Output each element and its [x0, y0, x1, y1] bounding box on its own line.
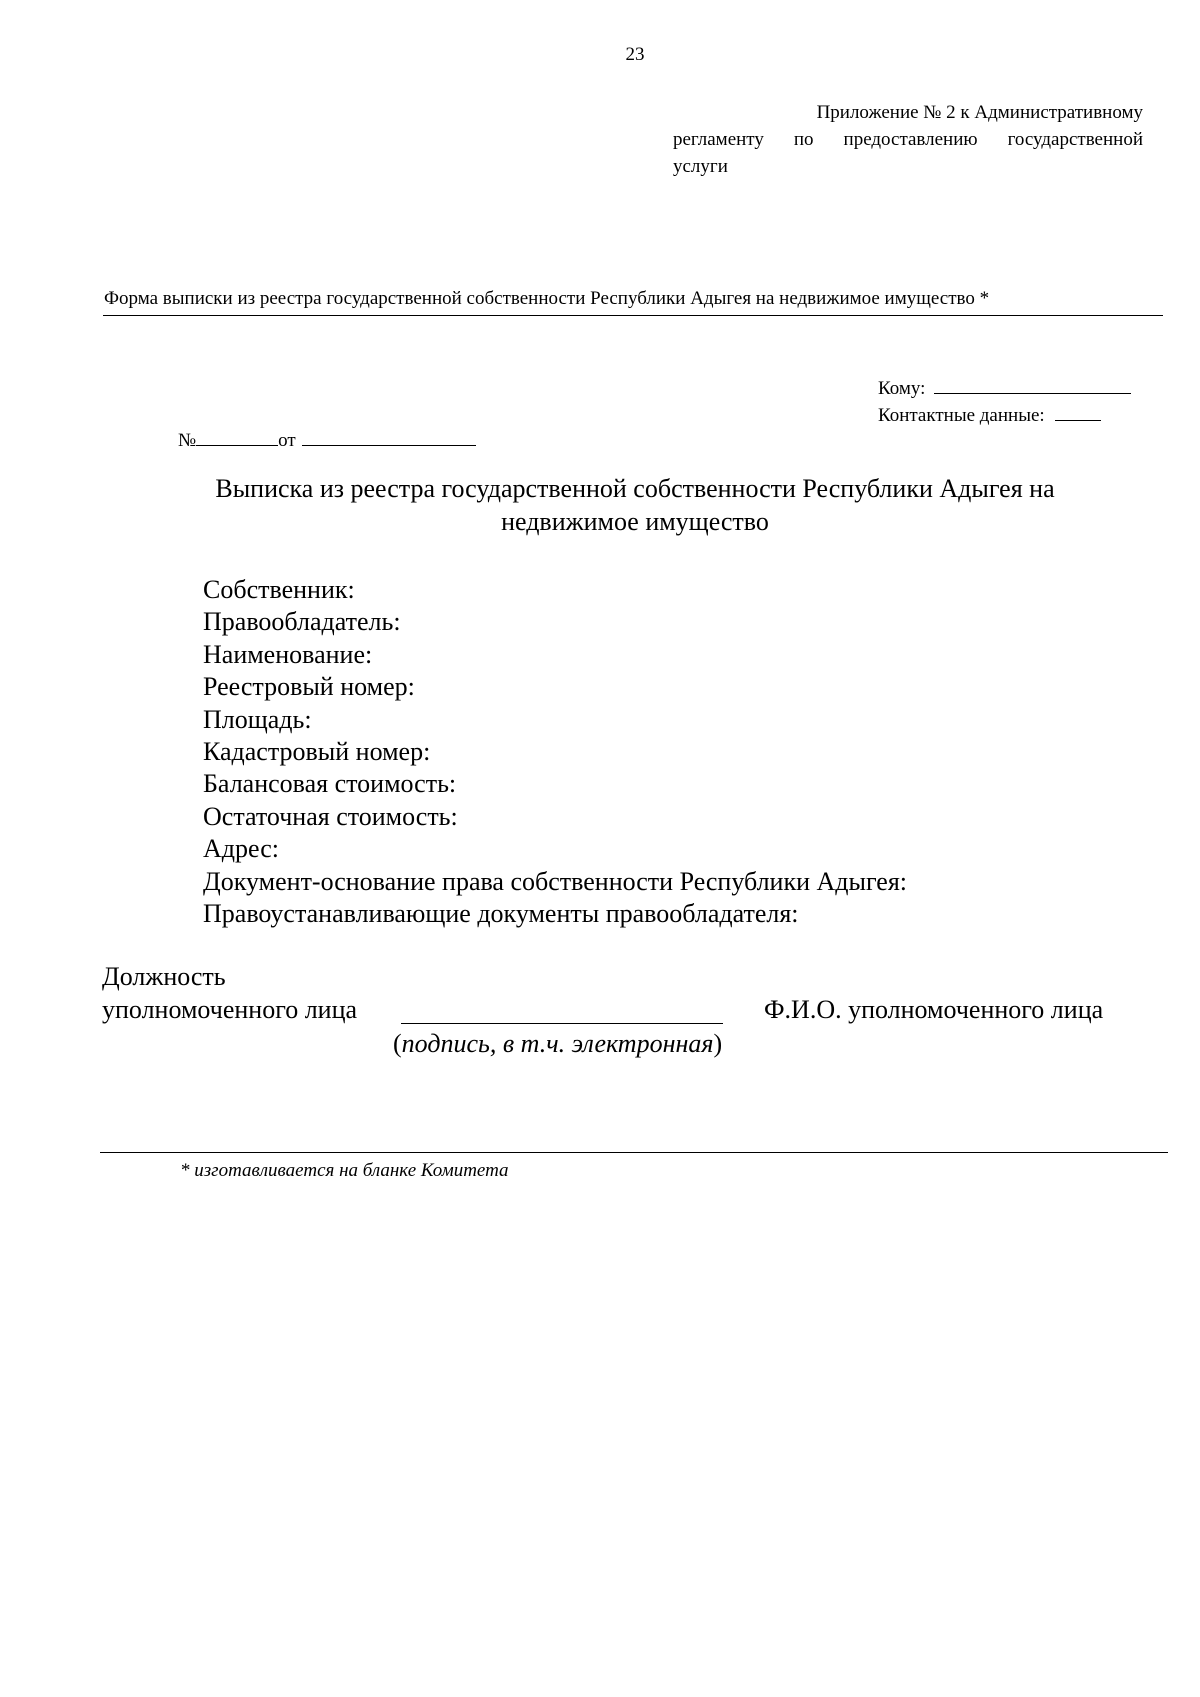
- field-ownership-basis-document: Документ-основание права собственности Республики Адыгея:: [203, 866, 908, 896]
- position-label-line-2: уполномоченного лица: [102, 995, 358, 1024]
- field-registry-number: Реестровый номер:: [203, 672, 415, 702]
- fio-label: Ф.И.О. уполномоченного лица: [764, 995, 1104, 1024]
- field-address: Адрес:: [203, 834, 279, 864]
- form-title-underline: [103, 315, 1163, 316]
- field-name: Наименование:: [203, 639, 373, 669]
- signature-caption: [393, 1029, 722, 1059]
- recipient-contact-blank: [1055, 403, 1101, 421]
- recipient-block: [878, 375, 1131, 429]
- recipient-to-label: Кому:: [878, 378, 926, 399]
- field-book-value: Балансовая стоимость:: [203, 769, 457, 799]
- number-date-line: [178, 428, 476, 452]
- field-title-documents: Правоустанавливающие документы правообладателя:: [203, 899, 799, 929]
- field-cadastral-number: Кадастровый номер:: [203, 737, 431, 767]
- from-label: от: [278, 430, 296, 451]
- caption-text: подпись, в т.ч. электронная: [401, 1029, 714, 1058]
- document-title-line-2: недвижимое имущество: [501, 507, 769, 536]
- recipient-to-blank: [934, 376, 1131, 394]
- appendix-line-1: Приложение № 2 к Административному: [816, 102, 1143, 123]
- form-title: Форма выписки из реестра государственной собственности Республики Адыгея на недвижимое имущество *: [104, 288, 990, 309]
- signature-line: [401, 1023, 723, 1024]
- date-blank: [302, 428, 476, 446]
- caption-close-paren: ): [713, 1029, 723, 1058]
- field-area: Площадь:: [203, 704, 312, 734]
- appendix-line-3: услуги: [673, 156, 728, 177]
- field-residual-value: Остаточная стоимость:: [203, 801, 458, 831]
- field-right-holder: Правообладатель:: [203, 607, 401, 637]
- recipient-to-row: [878, 375, 1131, 402]
- position-label-line-1: Должность: [102, 962, 226, 991]
- field-list: [203, 574, 907, 930]
- footnote: * изготавливается на бланке Комитета: [180, 1160, 509, 1181]
- appendix-header: [673, 99, 1143, 180]
- caption-open-paren: (: [393, 1029, 402, 1058]
- page-number: 23: [625, 44, 645, 65]
- appendix-line-2: регламенту по предоставлению государственной: [673, 129, 1143, 150]
- footnote-rule: [100, 1152, 1168, 1153]
- number-sign: №: [178, 430, 197, 451]
- recipient-contact-label: Контактные данные:: [878, 405, 1045, 426]
- document-title-line-1: Выписка из реестра государственной собственности Республики Адыгея на: [215, 474, 1055, 503]
- recipient-contact-row: [878, 402, 1131, 429]
- document-title: [0, 472, 1200, 538]
- field-owner: Собственник:: [203, 575, 355, 604]
- number-blank: [196, 428, 278, 446]
